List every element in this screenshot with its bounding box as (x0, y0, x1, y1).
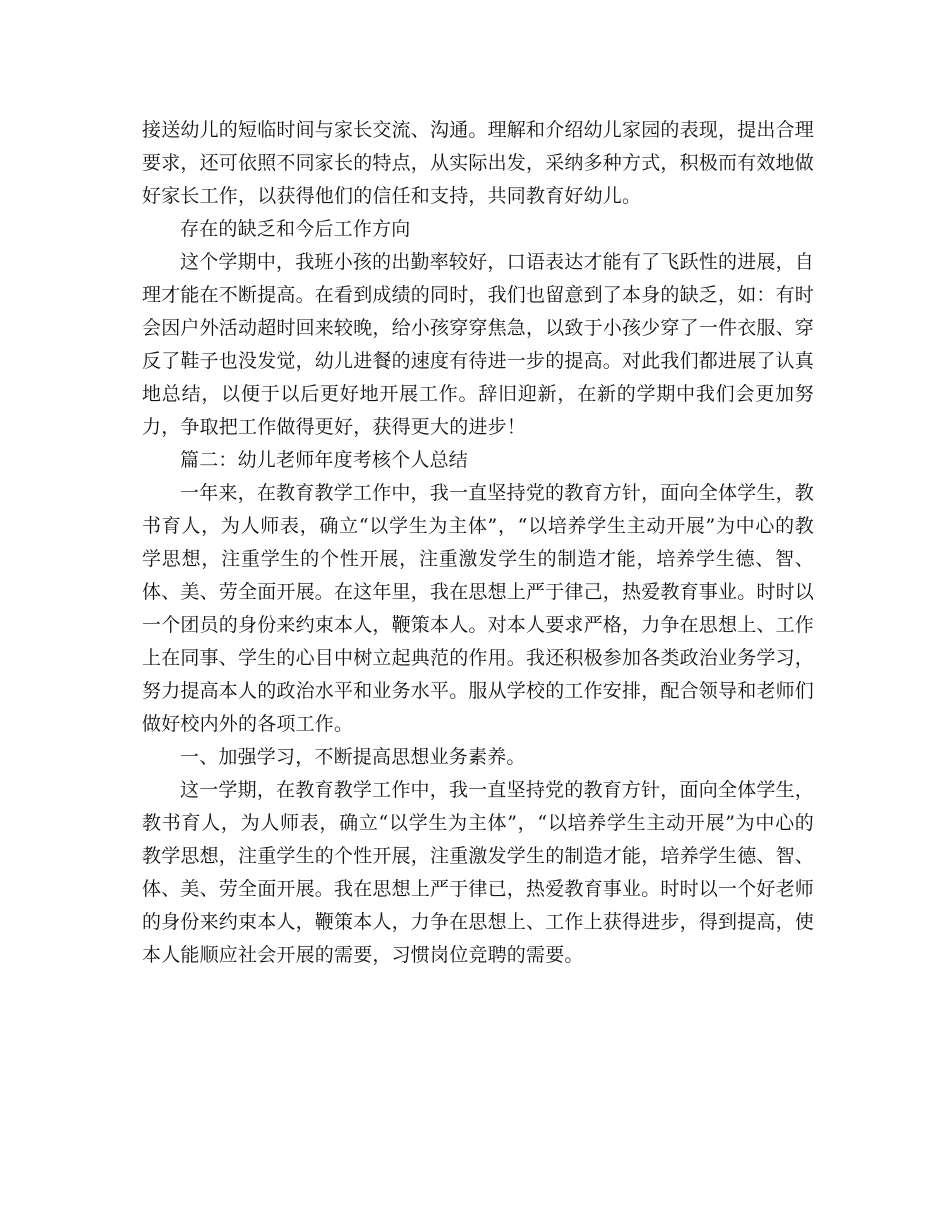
paragraph-1: 接送幼儿的短临时间与家长交流、沟通。理解和介绍幼儿家园的表现，提出合理要求，还可依照不同家长的特点，从实际出发，采纳多种方式，积极而有效地做好家长工作，以获得他们的信任和支持，共同教育好幼儿。 (142, 119, 815, 207)
section-heading-shortcomings: 存在的缺乏和今后工作方向 (180, 218, 411, 240)
document-body (142, 114, 814, 972)
paragraph-5: 一年来，在教育教学工作中，我一直坚持党的教育方针，面向全体学生，教书育人，为人师表，确立“以学生为主体”，“以培养学生主动开展”为中心的教学思想，注重学生的个性开展，注重激发学生的制造才能，培养学生德、智、体、美、劳全面开展。在这年里，我在思想上严于律己，热爱教育事业。时时以一个团员的身份来约束本人，鞭策本人。对本人要求严格，力争在思想上、工作上在同事、学生的心目中树立起典范的作用。我还积极参加各类政治业务学习，努力提高本人的政治水平和业务水平。服从学校的工作安排，配合领导和老师们做好校内外的各项工作。 (142, 482, 815, 735)
article-title-part-two: 篇二：幼儿老师年度考核个人总结 (180, 449, 469, 471)
paragraph-3: 这个学期中，我班小孩的出勤率较好，口语表达才能有了飞跃性的进展，自理才能在不断提高。在看到成绩的同时，我们也留意到了本身的缺乏，如：有时会因户外活动超时回来较晚，给小孩穿穿焦急，以致于小孩少穿了一件衣服、穿反了鞋子也没发觉，幼儿进餐的速度有待进一步的提高。对此我们都进展了认真地总结，以便于以后更好地开展工作。辞旧迎新，在新的学期中我们会更加努力，争取把工作做得更好，获得更大的进步！ (142, 251, 815, 438)
section-heading-learning: 一、加强学习，不断提高思想业务素养。 (180, 746, 526, 768)
paragraph-7: 这一学期，在教育教学工作中，我一直坚持党的教育方针，面向全体学生，教书育人，为人师表，确立“以学生为主体”，“以培养学生主动开展”为中心的教学思想，注重学生的个性开展，注重激发学生的制造才能，培养学生德、智、体、美、劳全面开展。我在思想上严于律已，热爱教育事业。时时以一个好老师的身份来约束本人，鞭策本人，力争在思想上、工作上获得进步，得到提高，使本人能顺应社会开展的需要，习惯岗位竞聘的需要。 (142, 779, 815, 966)
